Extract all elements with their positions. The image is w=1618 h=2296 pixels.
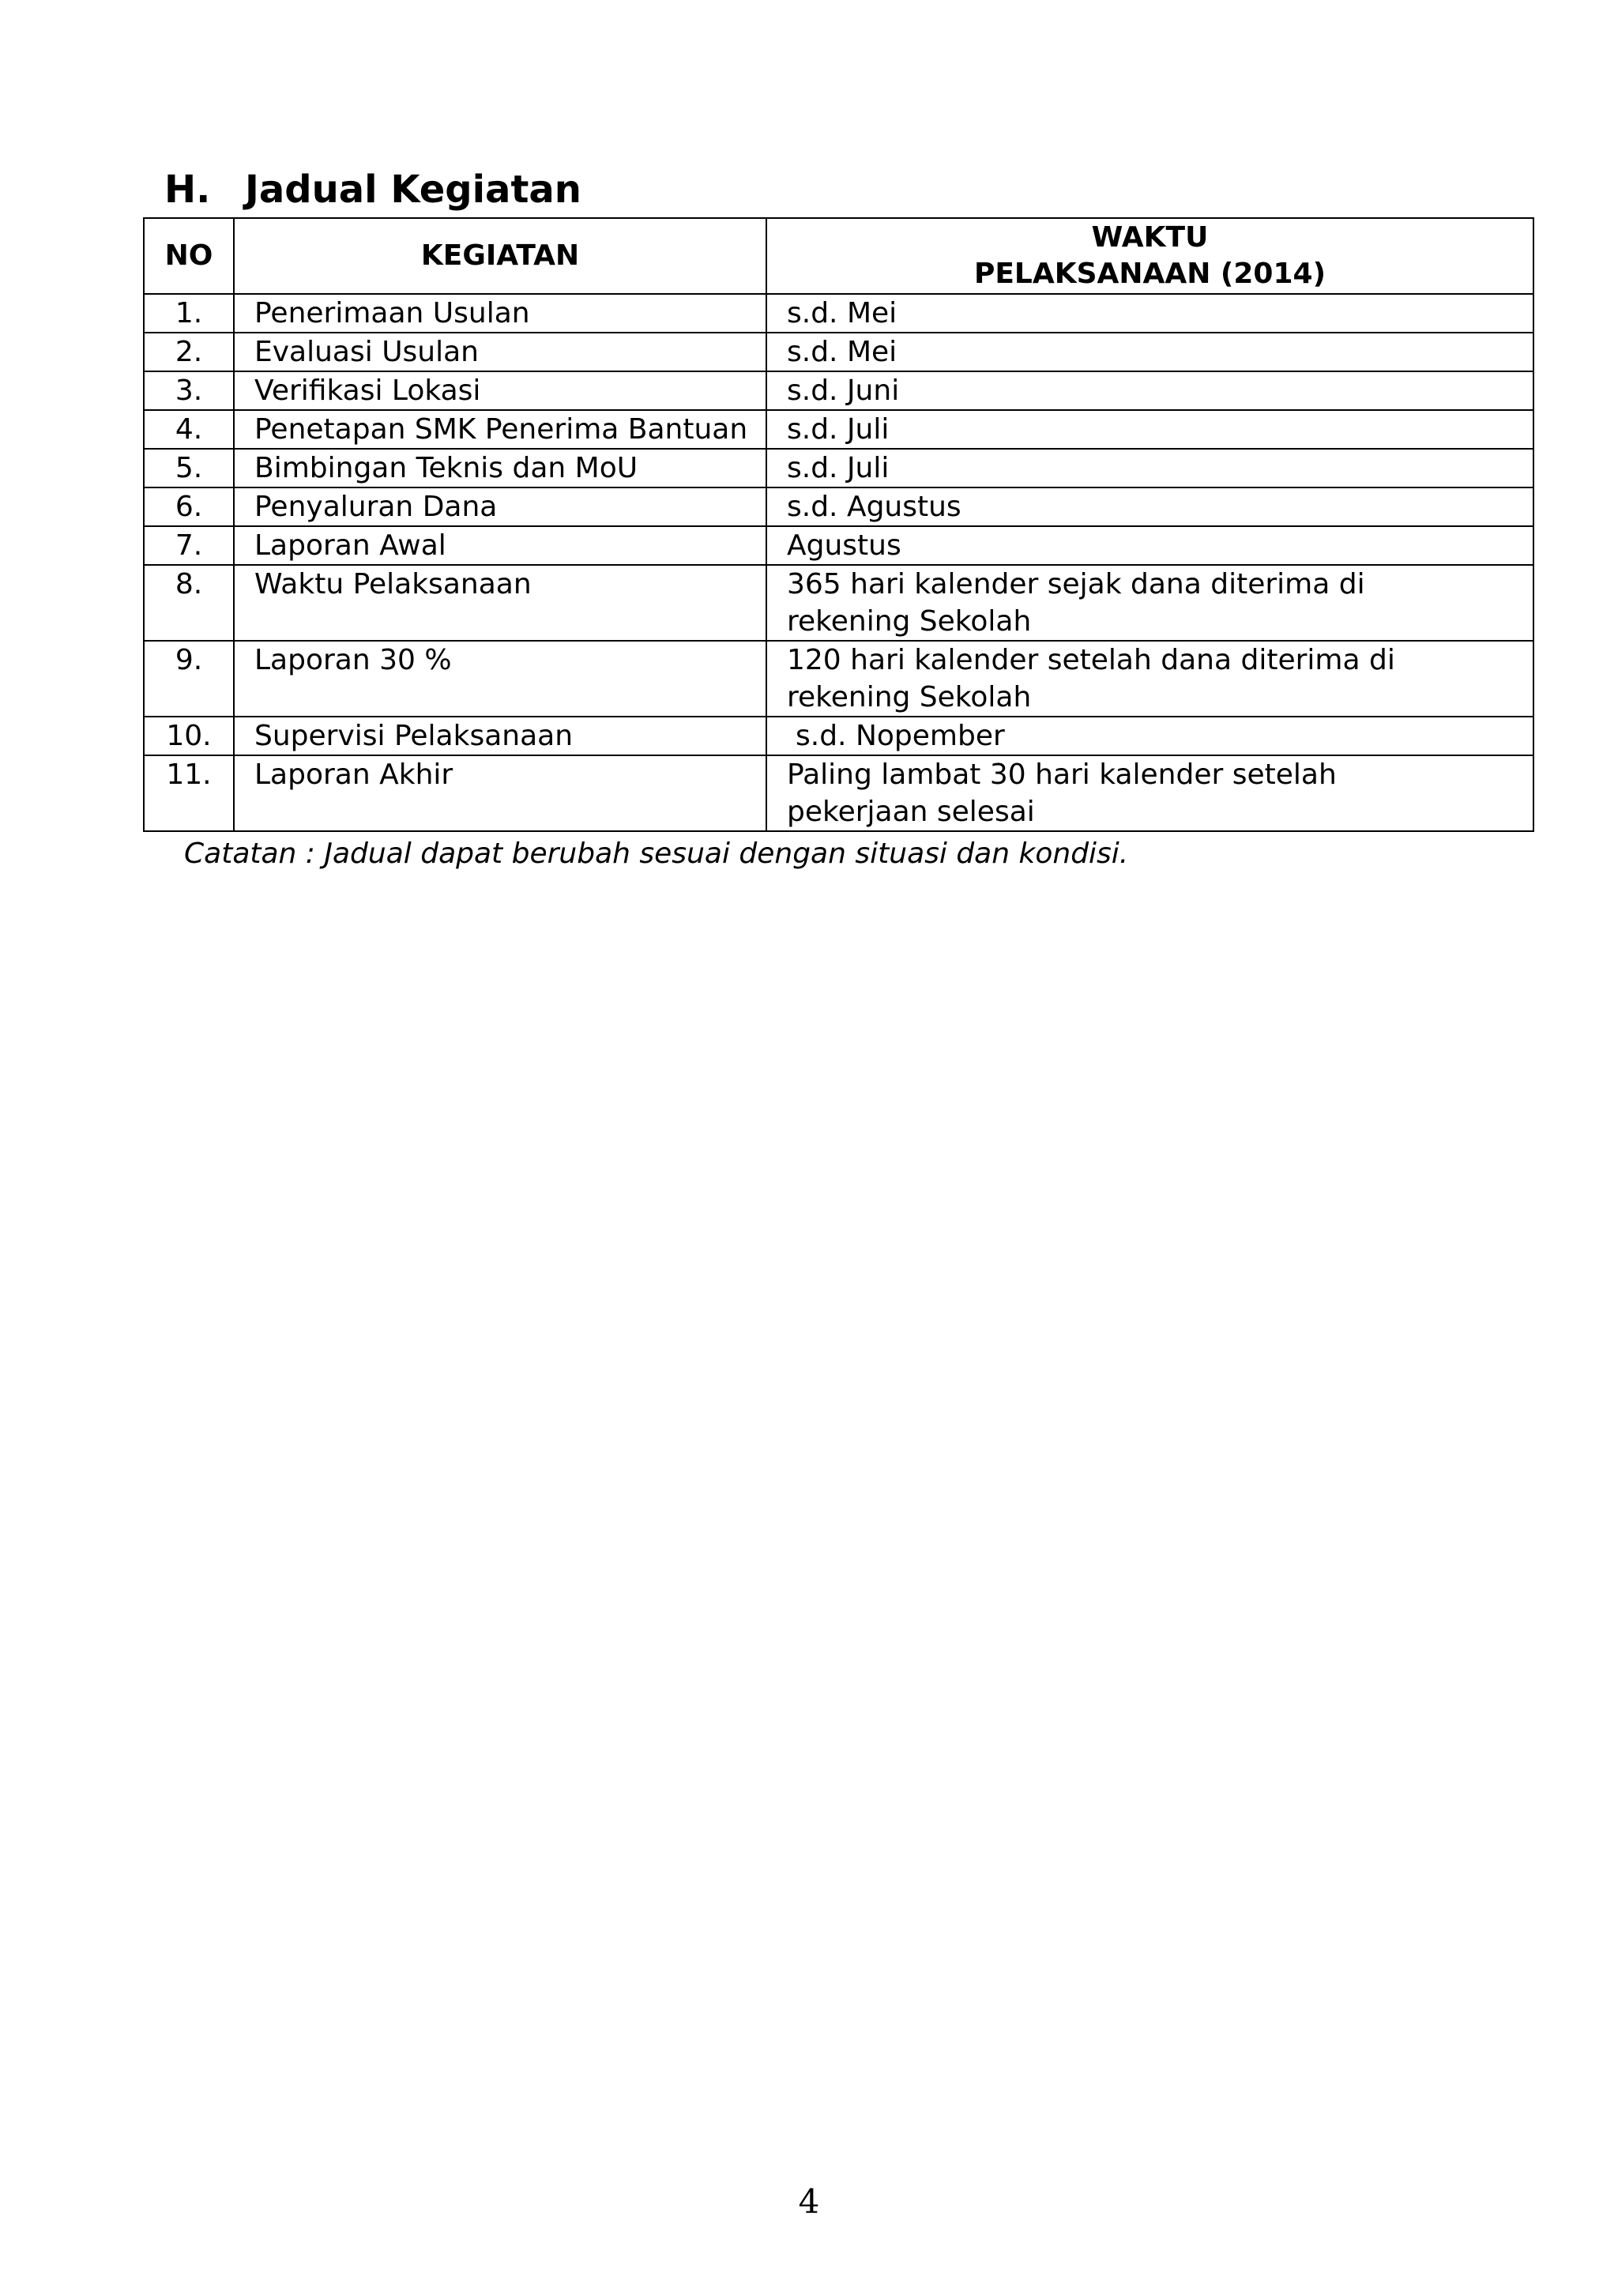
cell-kegiatan: Verifikasi Lokasi xyxy=(234,371,766,410)
header-waktu-line1: WAKTU xyxy=(1091,221,1209,254)
section-letter: H. xyxy=(164,167,211,212)
cell-waktu: Paling lambat 30 hari kalender setelah pekerjaan selesai xyxy=(766,755,1533,831)
table-row xyxy=(144,717,1533,755)
cell-no: 4. xyxy=(144,410,234,449)
cell-waktu: s.d. Mei xyxy=(766,294,1533,333)
table-row xyxy=(144,333,1533,371)
table-row xyxy=(144,641,1533,717)
cell-no: 8. xyxy=(144,565,234,641)
cell-kegiatan: Penyaluran Dana xyxy=(234,487,766,526)
table-row xyxy=(144,565,1533,641)
cell-no: 5. xyxy=(144,449,234,487)
cell-waktu: 120 hari kalender setelah dana diterima di rekening Sekolah xyxy=(766,641,1533,717)
cell-no: 10. xyxy=(144,717,234,755)
table-row xyxy=(144,526,1533,565)
table-row xyxy=(144,487,1533,526)
cell-kegiatan: Laporan Akhir xyxy=(234,755,766,831)
section-title: Jadual Kegiatan xyxy=(245,167,581,212)
schedule-table xyxy=(143,217,1534,832)
section-heading xyxy=(164,166,581,213)
cell-no: 2. xyxy=(144,333,234,371)
cell-kegiatan: Evaluasi Usulan xyxy=(234,333,766,371)
table-row xyxy=(144,755,1533,831)
table-header-row xyxy=(144,218,1533,294)
cell-kegiatan: Laporan 30 % xyxy=(234,641,766,717)
cell-no: 1. xyxy=(144,294,234,333)
cell-waktu: 365 hari kalender sejak dana diterima di rekening Sekolah xyxy=(766,565,1533,641)
cell-kegiatan: Waktu Pelaksanaan xyxy=(234,565,766,641)
cell-kegiatan: Penerimaan Usulan xyxy=(234,294,766,333)
cell-no: 3. xyxy=(144,371,234,410)
header-waktu-line2: PELAKSANAAN (2014) xyxy=(973,258,1326,290)
table-row xyxy=(144,371,1533,410)
cell-waktu: s.d. Nopember xyxy=(766,717,1533,755)
cell-kegiatan: Bimbingan Teknis dan MoU xyxy=(234,449,766,487)
cell-no: 7. xyxy=(144,526,234,565)
table-row xyxy=(144,410,1533,449)
cell-waktu: s.d. Juli xyxy=(766,449,1533,487)
cell-no: 6. xyxy=(144,487,234,526)
header-no: NO xyxy=(144,218,234,294)
cell-kegiatan: Supervisi Pelaksanaan xyxy=(234,717,766,755)
table-row xyxy=(144,449,1533,487)
header-kegiatan: KEGIATAN xyxy=(234,218,766,294)
page-number: 4 xyxy=(798,2182,820,2221)
schedule-note: Catatan : Jadual dapat berubah sesuai dengan situasi dan kondisi. xyxy=(184,837,1129,870)
cell-waktu: s.d. Mei xyxy=(766,333,1533,371)
table-row xyxy=(144,294,1533,333)
cell-no: 11. xyxy=(144,755,234,831)
cell-kegiatan: Laporan Awal xyxy=(234,526,766,565)
cell-waktu: s.d. Juni xyxy=(766,371,1533,410)
cell-waktu: s.d. Juli xyxy=(766,410,1533,449)
cell-waktu: Agustus xyxy=(766,526,1533,565)
cell-kegiatan: Penetapan SMK Penerima Bantuan xyxy=(234,410,766,449)
cell-no: 9. xyxy=(144,641,234,717)
cell-waktu: s.d. Agustus xyxy=(766,487,1533,526)
header-waktu xyxy=(766,218,1533,294)
